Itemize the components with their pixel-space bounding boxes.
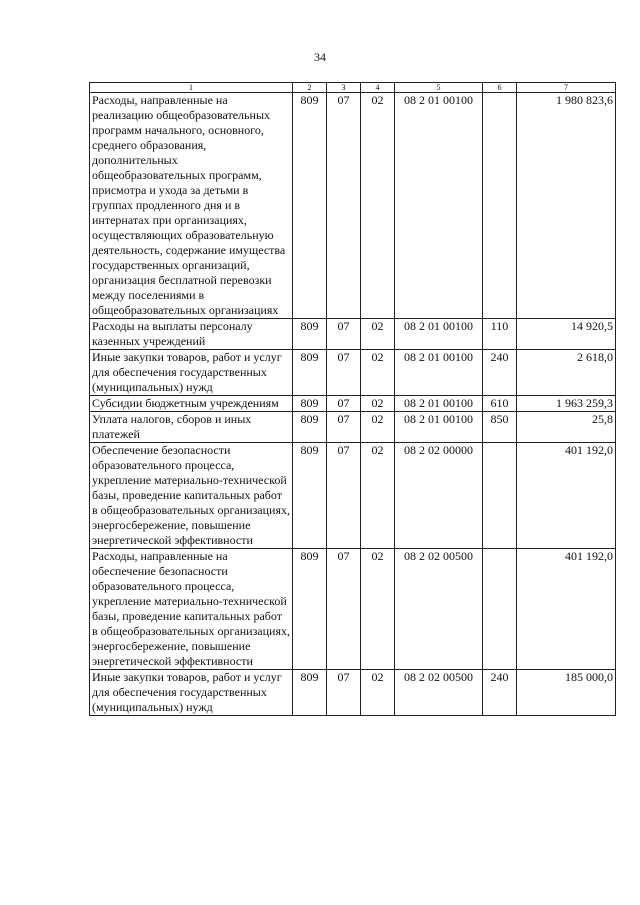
table-row	[90, 350, 616, 396]
budget-table	[89, 82, 616, 716]
row-name: Расходы, направленные на обеспечение безопасности образовательного процесса, укрепление материально-технической базы, проведение капитальных работ в общеобразовательных организациях, энергосбережение, повышение энергетической эффективности	[90, 549, 293, 670]
page-number: 34	[314, 50, 326, 64]
row-section-code: 07	[327, 396, 361, 412]
row-name: Обеспечение безопасности образовательного процесса, укрепление материально-технической базы, проведение капитальных работ в общеобразовательных организациях, энергосбережение, повышение энергетической эффективности	[90, 443, 293, 549]
row-subsection-code: 02	[361, 93, 395, 319]
row-section-code: 07	[327, 319, 361, 350]
column-header: 4	[361, 83, 395, 93]
row-ministry-code: 809	[293, 443, 327, 549]
row-subsection-code: 02	[361, 549, 395, 670]
row-expense-type: 240	[483, 670, 517, 716]
row-amount: 25,8	[517, 412, 616, 443]
row-name: Иные закупки товаров, работ и услуг для обеспечения государственных (муниципальных) нужд	[90, 350, 293, 396]
row-expense-type: 850	[483, 412, 517, 443]
row-subsection-code: 02	[361, 412, 395, 443]
row-expense-type: 240	[483, 350, 517, 396]
header-row	[90, 83, 616, 93]
row-section-code: 07	[327, 93, 361, 319]
table-row	[90, 549, 616, 670]
row-name: Расходы на выплаты персоналу казенных учреждений	[90, 319, 293, 350]
row-ministry-code: 809	[293, 670, 327, 716]
column-header: 2	[293, 83, 327, 93]
row-target-code: 08 2 01 00100	[395, 396, 483, 412]
row-ministry-code: 809	[293, 549, 327, 670]
row-amount: 185 000,0	[517, 670, 616, 716]
row-amount: 401 192,0	[517, 443, 616, 549]
row-target-code: 08 2 01 00100	[395, 350, 483, 396]
table-row	[90, 319, 616, 350]
row-expense-type: 110	[483, 319, 517, 350]
row-target-code: 08 2 01 00100	[395, 412, 483, 443]
table-row	[90, 670, 616, 716]
row-ministry-code: 809	[293, 396, 327, 412]
row-section-code: 07	[327, 443, 361, 549]
row-section-code: 07	[327, 350, 361, 396]
row-subsection-code: 02	[361, 670, 395, 716]
column-header: 7	[517, 83, 616, 93]
row-name: Расходы, направленные на реализацию общеобразовательных программ начального, основного, среднего образования, дополнительных общеобразовательных программ, присмотра и ухода за детьми в группах продленного дня и в интернатах при организациях, осуществляющих образовательную деятельность, содержание имущества государственных организаций, организация бесплатной перевозки между поселениями в общеобразовательных организациях	[90, 93, 293, 319]
row-ministry-code: 809	[293, 93, 327, 319]
row-amount: 14 920,5	[517, 319, 616, 350]
row-section-code: 07	[327, 549, 361, 670]
row-target-code: 08 2 01 00100	[395, 319, 483, 350]
row-amount: 401 192,0	[517, 549, 616, 670]
table-row	[90, 93, 616, 319]
row-name: Субсидии бюджетным учреждениям	[90, 396, 293, 412]
row-subsection-code: 02	[361, 443, 395, 549]
row-amount: 1 980 823,6	[517, 93, 616, 319]
row-target-code: 08 2 01 00100	[395, 93, 483, 319]
column-header: 1	[90, 83, 293, 93]
column-header: 6	[483, 83, 517, 93]
table-row	[90, 396, 616, 412]
table-row	[90, 412, 616, 443]
row-target-code: 08 2 02 00500	[395, 670, 483, 716]
row-section-code: 07	[327, 670, 361, 716]
row-target-code: 08 2 02 00000	[395, 443, 483, 549]
column-header: 5	[395, 83, 483, 93]
row-ministry-code: 809	[293, 412, 327, 443]
row-amount: 2 618,0	[517, 350, 616, 396]
row-subsection-code: 02	[361, 350, 395, 396]
row-subsection-code: 02	[361, 396, 395, 412]
row-amount: 1 963 259,3	[517, 396, 616, 412]
row-subsection-code: 02	[361, 319, 395, 350]
row-expense-type	[483, 93, 517, 319]
row-section-code: 07	[327, 412, 361, 443]
row-expense-type	[483, 443, 517, 549]
column-header: 3	[327, 83, 361, 93]
row-ministry-code: 809	[293, 350, 327, 396]
table-row	[90, 443, 616, 549]
row-expense-type	[483, 549, 517, 670]
row-expense-type: 610	[483, 396, 517, 412]
row-target-code: 08 2 02 00500	[395, 549, 483, 670]
row-name: Иные закупки товаров, работ и услуг для обеспечения государственных (муниципальных) нужд	[90, 670, 293, 716]
row-name: Уплата налогов, сборов и иных платежей	[90, 412, 293, 443]
row-ministry-code: 809	[293, 319, 327, 350]
